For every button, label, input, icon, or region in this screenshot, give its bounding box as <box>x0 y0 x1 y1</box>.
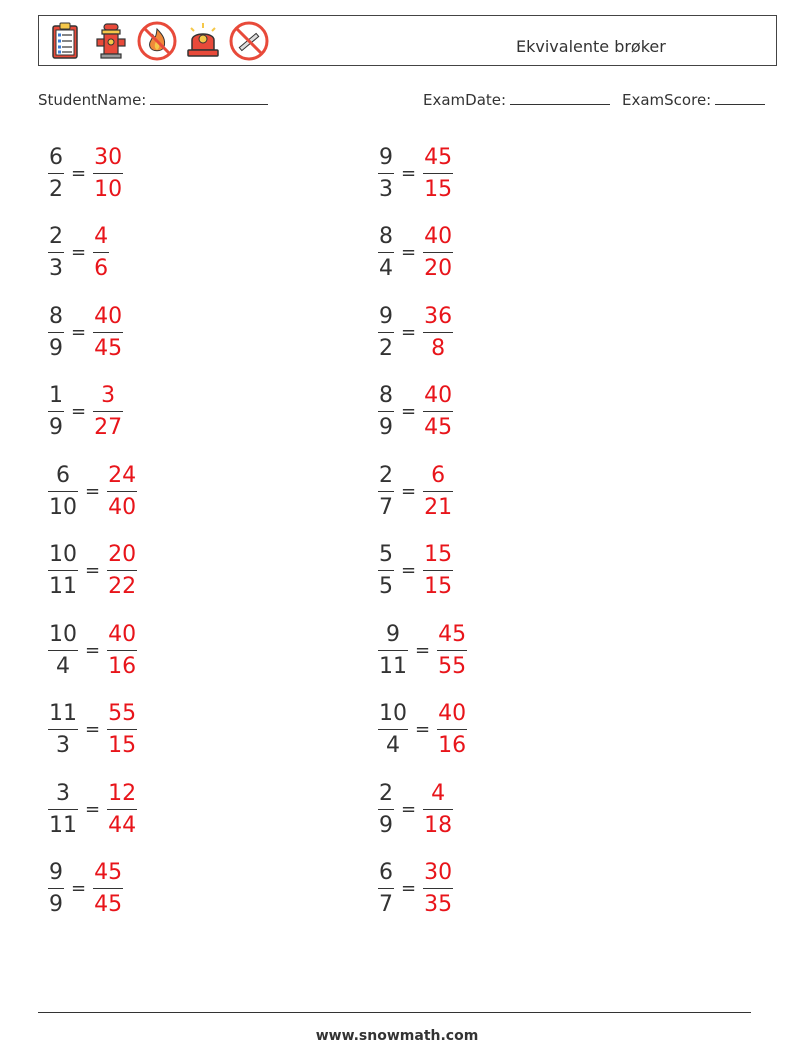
problem-item <box>48 380 123 444</box>
answer-fraction <box>423 303 453 362</box>
exam-date-label: ExamDate: <box>423 91 507 109</box>
problem-item <box>48 857 123 921</box>
exam-date-blank <box>510 90 610 105</box>
no-fire-icon <box>136 20 178 62</box>
given-numerator: 10 <box>49 621 77 647</box>
fraction-bar <box>378 252 394 253</box>
answer-denominator: 44 <box>108 812 137 838</box>
answer-fraction <box>437 700 467 759</box>
equals-sign: = <box>85 480 101 502</box>
answer-numerator: 4 <box>94 224 109 249</box>
fraction-bar <box>48 570 78 571</box>
fraction-bar <box>378 650 408 651</box>
answer-denominator: 45 <box>94 335 123 361</box>
given-denominator: 4 <box>386 733 400 758</box>
footer-divider <box>38 1012 751 1013</box>
fraction-bar <box>48 173 64 174</box>
problem-item <box>378 459 453 523</box>
given-numerator: 10 <box>379 701 407 726</box>
given-denominator: 4 <box>379 256 393 281</box>
answer-fraction <box>93 859 123 918</box>
fraction-bar <box>378 570 394 571</box>
given-denominator: 4 <box>56 653 70 679</box>
fraction-bar <box>93 411 123 412</box>
answer-denominator: 6 <box>94 256 109 281</box>
answer-fraction <box>107 621 137 680</box>
equals-sign: = <box>85 798 101 820</box>
fraction-bar <box>48 729 78 730</box>
given-denominator: 11 <box>379 653 407 679</box>
fraction-bar <box>93 332 123 333</box>
fraction-bar <box>423 411 453 412</box>
given-denominator: 9 <box>379 415 393 440</box>
equals-sign: = <box>401 480 417 502</box>
answer-denominator: 21 <box>424 494 453 520</box>
exam-date-field <box>423 90 610 109</box>
answer-numerator: 40 <box>108 621 137 647</box>
answer-denominator: 22 <box>108 574 137 599</box>
problem-item <box>48 221 109 285</box>
given-denominator: 11 <box>49 812 77 838</box>
given-fraction <box>48 144 64 203</box>
fraction-bar <box>423 570 453 571</box>
problem-item <box>48 300 123 364</box>
answer-numerator: 30 <box>424 860 453 885</box>
answer-fraction <box>93 144 123 203</box>
problem-item <box>48 618 137 682</box>
fraction-bar <box>48 411 64 412</box>
answer-fraction <box>107 780 137 839</box>
equals-sign: = <box>401 321 417 343</box>
problem-item <box>48 777 137 841</box>
problem-item <box>378 300 453 364</box>
equals-sign: = <box>71 242 87 263</box>
given-fraction <box>378 382 394 441</box>
given-denominator: 7 <box>379 892 393 917</box>
equals-sign: = <box>415 639 431 661</box>
fraction-bar <box>423 332 453 333</box>
given-denominator: 9 <box>49 892 63 917</box>
answer-fraction <box>107 462 137 521</box>
equals-sign: = <box>415 719 431 740</box>
fraction-bar <box>107 491 137 492</box>
answer-fraction <box>423 144 453 203</box>
worksheet-title: Ekvivalente brøker <box>516 37 666 56</box>
given-fraction <box>48 541 78 600</box>
fraction-bar <box>93 252 109 253</box>
no-smoking-icon <box>228 20 270 62</box>
fraction-bar <box>107 729 137 730</box>
answer-numerator: 45 <box>94 860 123 885</box>
equals-sign: = <box>85 719 101 740</box>
equals-sign: = <box>401 878 417 899</box>
given-fraction <box>48 700 78 759</box>
given-numerator: 11 <box>49 701 77 726</box>
answer-denominator: 35 <box>424 892 453 917</box>
given-fraction <box>378 700 408 759</box>
answer-denominator: 20 <box>424 256 453 281</box>
given-fraction <box>48 223 64 282</box>
answer-numerator: 45 <box>438 621 467 647</box>
answer-numerator: 45 <box>424 144 453 170</box>
footer-url: www.snowmath.com <box>315 1028 479 1044</box>
problem-item <box>378 221 453 285</box>
given-denominator: 5 <box>379 574 393 599</box>
given-numerator: 2 <box>49 224 63 249</box>
exam-score-label: ExamScore: <box>622 91 712 109</box>
given-fraction <box>378 223 394 282</box>
fraction-bar <box>378 809 394 810</box>
fraction-bar <box>378 173 394 174</box>
problem-item <box>378 618 467 682</box>
fraction-bar <box>93 173 123 174</box>
answer-denominator: 55 <box>438 653 467 679</box>
equals-sign: = <box>71 401 87 422</box>
given-denominator: 10 <box>49 494 77 520</box>
given-denominator: 3 <box>56 733 70 758</box>
equals-sign: = <box>71 321 87 343</box>
problem-item <box>378 539 453 603</box>
given-fraction <box>48 780 78 839</box>
answer-fraction <box>423 223 453 282</box>
given-numerator: 6 <box>56 462 70 488</box>
equals-sign: = <box>71 878 87 899</box>
answer-numerator: 12 <box>108 780 137 806</box>
problem-item <box>48 141 123 205</box>
equals-sign: = <box>85 639 101 661</box>
given-numerator: 9 <box>49 860 63 885</box>
given-fraction <box>48 621 78 680</box>
given-numerator: 5 <box>379 542 393 567</box>
problem-item <box>378 380 453 444</box>
answer-numerator: 20 <box>108 542 137 567</box>
problem-item <box>378 777 453 841</box>
equals-sign: = <box>71 162 87 184</box>
answer-fraction <box>437 621 467 680</box>
fraction-bar <box>378 729 408 730</box>
answer-denominator: 15 <box>108 733 137 758</box>
given-numerator: 2 <box>379 462 393 488</box>
answer-numerator: 15 <box>424 542 453 567</box>
fraction-bar <box>48 332 64 333</box>
problem-item <box>378 141 453 205</box>
given-denominator: 9 <box>49 415 63 440</box>
student-name-blank <box>150 90 268 105</box>
exam-score-blank <box>715 90 765 105</box>
equals-sign: = <box>85 560 101 581</box>
given-denominator: 7 <box>379 494 393 520</box>
answer-denominator: 27 <box>94 415 123 440</box>
given-fraction <box>378 462 394 521</box>
answer-denominator: 45 <box>424 415 453 440</box>
answer-numerator: 40 <box>424 383 453 408</box>
answer-denominator: 40 <box>108 494 137 520</box>
answer-denominator: 18 <box>424 812 453 838</box>
student-name-label: StudentName: <box>38 91 147 109</box>
fraction-bar <box>107 570 137 571</box>
given-denominator: 9 <box>49 335 63 361</box>
exam-score-field <box>622 90 765 109</box>
given-fraction <box>378 144 394 203</box>
fire-hydrant-icon <box>90 20 132 62</box>
fraction-bar <box>378 411 394 412</box>
given-fraction <box>48 382 64 441</box>
given-numerator: 6 <box>49 144 63 170</box>
given-fraction <box>378 621 408 680</box>
equals-sign: = <box>401 242 417 263</box>
equals-sign: = <box>401 401 417 422</box>
answer-fraction <box>423 462 453 521</box>
given-fraction <box>378 541 394 600</box>
given-fraction <box>48 859 64 918</box>
answer-denominator: 16 <box>108 653 137 679</box>
given-denominator: 3 <box>379 176 393 202</box>
student-name-field <box>38 90 268 109</box>
fire-alarm-light-icon <box>182 20 224 62</box>
given-fraction <box>378 859 394 918</box>
answer-numerator: 36 <box>424 303 453 329</box>
fraction-bar <box>423 173 453 174</box>
equals-sign: = <box>401 162 417 184</box>
fraction-bar <box>48 809 78 810</box>
fraction-bar <box>423 888 453 889</box>
answer-fraction <box>107 700 137 759</box>
problem-item <box>48 698 137 762</box>
answer-fraction <box>423 541 453 600</box>
given-denominator: 2 <box>49 176 63 202</box>
given-numerator: 8 <box>379 383 393 408</box>
given-denominator: 2 <box>379 335 393 361</box>
answer-numerator: 4 <box>431 780 446 806</box>
answer-numerator: 3 <box>101 383 116 408</box>
answer-fraction <box>93 303 123 362</box>
fraction-bar <box>107 650 137 651</box>
fraction-bar <box>48 650 78 651</box>
given-denominator: 9 <box>379 812 393 838</box>
answer-numerator: 30 <box>94 144 123 170</box>
equals-sign: = <box>401 798 417 820</box>
given-numerator: 8 <box>379 224 393 249</box>
problem-item <box>378 857 453 921</box>
worksheet-header <box>38 15 777 66</box>
given-fraction <box>48 462 78 521</box>
given-numerator: 3 <box>56 780 70 806</box>
given-numerator: 2 <box>379 780 393 806</box>
given-numerator: 10 <box>49 542 77 567</box>
fraction-bar <box>437 729 467 730</box>
given-fraction <box>48 303 64 362</box>
fraction-bar <box>378 491 394 492</box>
answer-denominator: 8 <box>431 335 446 361</box>
fraction-bar <box>423 809 453 810</box>
given-numerator: 9 <box>379 303 393 329</box>
fraction-bar <box>48 491 78 492</box>
given-numerator: 1 <box>49 383 63 408</box>
fraction-bar <box>107 809 137 810</box>
equals-sign: = <box>401 560 417 581</box>
given-numerator: 6 <box>379 860 393 885</box>
given-fraction <box>378 780 394 839</box>
given-numerator: 9 <box>379 144 393 170</box>
fraction-bar <box>423 491 453 492</box>
answer-fraction <box>423 780 453 839</box>
answer-fraction <box>107 541 137 600</box>
header-icons <box>44 20 270 62</box>
given-numerator: 9 <box>386 621 400 647</box>
answer-denominator: 16 <box>438 733 467 758</box>
given-denominator: 3 <box>49 256 63 281</box>
fraction-bar <box>48 252 64 253</box>
answer-numerator: 40 <box>94 303 123 329</box>
answer-denominator: 45 <box>94 892 123 917</box>
answer-numerator: 24 <box>108 462 137 488</box>
answer-denominator: 15 <box>424 574 453 599</box>
fraction-bar <box>423 252 453 253</box>
clipboard-checklist-icon <box>44 20 86 62</box>
fraction-bar <box>378 332 394 333</box>
problem-item <box>378 698 467 762</box>
answer-fraction <box>93 382 123 441</box>
answer-fraction <box>423 382 453 441</box>
problem-item <box>48 539 137 603</box>
fraction-bar <box>93 888 123 889</box>
given-fraction <box>378 303 394 362</box>
given-numerator: 8 <box>49 303 63 329</box>
answer-numerator: 40 <box>438 701 467 726</box>
fraction-bar <box>378 888 394 889</box>
given-denominator: 11 <box>49 574 77 599</box>
answer-denominator: 10 <box>94 176 123 202</box>
fraction-bar <box>437 650 467 651</box>
answer-denominator: 15 <box>424 176 453 202</box>
answer-numerator: 55 <box>108 701 137 726</box>
answer-numerator: 40 <box>424 224 453 249</box>
fraction-bar <box>48 888 64 889</box>
problem-item <box>48 459 137 523</box>
answer-fraction <box>423 859 453 918</box>
answer-numerator: 6 <box>431 462 446 488</box>
answer-fraction <box>93 223 109 282</box>
